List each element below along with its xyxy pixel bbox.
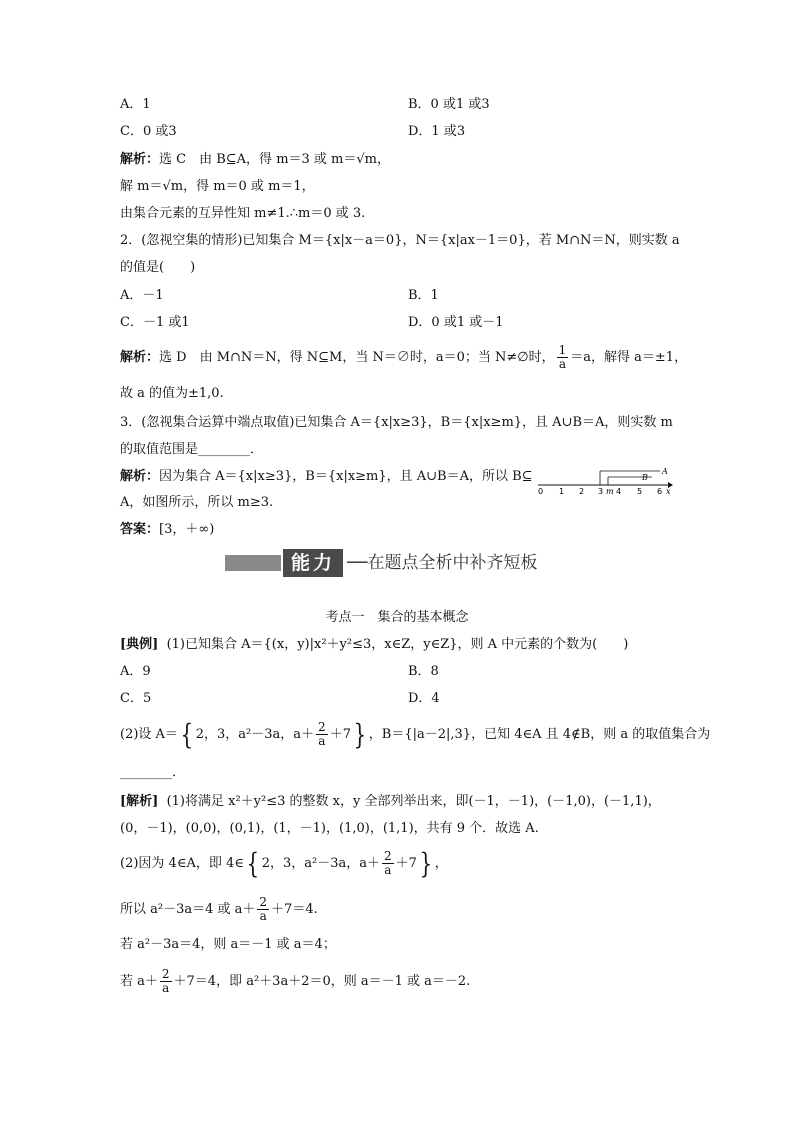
- example-p2-set: 2，3，a²－3a，a＋: [195, 727, 315, 742]
- banner-badge: 能力: [283, 549, 343, 577]
- fraction: [382, 850, 394, 877]
- tick-label: 6: [657, 487, 663, 496]
- example-p2-pre: (2)设 A＝: [120, 727, 178, 742]
- q2-solution-text-end: ＝a，解得 a＝±1，: [570, 350, 688, 365]
- fraction-numerator: 2: [161, 967, 170, 981]
- q3-stem-line1: 3．(忽视集合运算中端点取值)已知集合 A＝{x|x≥3}，B＝{x|x≥m}，且 A∪B＝A，则实数 m: [120, 415, 673, 430]
- q2-option-a: A．－1: [120, 288, 164, 303]
- fraction-denominator: a: [259, 909, 267, 923]
- banner-bar: [225, 555, 281, 571]
- axis-label-x: x: [666, 487, 671, 496]
- example-p2-set-end: ＋7: [329, 727, 351, 742]
- q2-option-c: C．－1 或1: [120, 315, 190, 330]
- fraction-numerator: 1: [558, 343, 567, 357]
- tick-label: 4: [616, 487, 622, 496]
- analysis-l3-pre: (2)因为 4∈A，即 4∈: [120, 856, 244, 871]
- q1-solution-line3: 由集合元素的互异性知 m≠1.∴m＝0 或 3.: [120, 206, 366, 221]
- analysis-l4-pre: 所以 a²－3a＝4 或 a＋: [120, 902, 256, 917]
- tick-label: 0: [538, 487, 544, 496]
- right-brace: }: [419, 846, 433, 880]
- q2-solution-line1: [120, 344, 687, 371]
- solution-label: 解析：: [120, 469, 160, 484]
- q1-solution-line1: [120, 151, 390, 169]
- analysis-line2: (0，－1)，(0,0)，(0,1)，(1，－1)，(1,0)，(1,1)，共有 9 个．故选 A.: [120, 821, 539, 836]
- fraction-denominator: a: [162, 981, 170, 995]
- q1-option-d: D．1 或3: [408, 124, 466, 139]
- right-brace: }: [353, 717, 367, 751]
- example-p2: [120, 717, 711, 751]
- q3-stem-line2: 的取值范围是________．: [120, 442, 264, 457]
- example-option-d: D．4: [408, 691, 440, 706]
- example-option-b: B．8: [408, 664, 439, 679]
- banner-subtitle: ──在题点全析中补齐短板: [347, 553, 538, 573]
- example-label: [典例]: [120, 637, 159, 652]
- fraction-denominator: a: [558, 357, 567, 371]
- tick-label-m: m: [606, 487, 614, 496]
- example-p2-blank: ________．: [120, 765, 186, 780]
- example-p1: [120, 636, 628, 654]
- fraction-numerator: 2: [318, 720, 326, 734]
- q3-answer: [120, 521, 214, 539]
- analysis-line1: [120, 793, 661, 811]
- analysis-l1-text: (1)将满足 x²＋y²≤3 的整数 x，y 全部列举出来，即(－1，－1)，(－1,0)，(－1,1)，: [166, 794, 661, 809]
- analysis-line3: [120, 846, 448, 880]
- q1-option-a: A．1: [120, 97, 151, 112]
- analysis-l6-post: ＋7＝4，即 a²＋3a＋2＝0，则 a＝－1 或 a＝－2.: [173, 974, 471, 989]
- answer-label: 答案：: [120, 522, 160, 537]
- q3-solution-line2: A，如图所示，所以 m≥3.: [120, 495, 274, 510]
- set-b-label: B: [642, 473, 648, 482]
- fraction-denominator: a: [384, 863, 392, 877]
- fraction: [557, 344, 569, 371]
- tick-label: 3: [598, 487, 604, 496]
- q2-stem-line1: 2．(忽视空集的情形)已知集合 M＝{x|x－a＝0}，N＝{x|ax－1＝0}，若 M∩N＝N，则实数 a: [120, 233, 680, 248]
- fraction-numerator: 2: [259, 895, 268, 909]
- fraction: [316, 721, 328, 748]
- number-line-figure: [536, 467, 676, 497]
- q1-solution-text: 选 C 由 B⊆A，得 m＝3 或 m＝√m，: [159, 152, 390, 167]
- example-option-c: C．5: [120, 691, 152, 706]
- q2-solution-line2: 故 a 的值为±1,0.: [120, 386, 224, 401]
- section-banner: [225, 549, 570, 577]
- answer-value: [3，＋∞): [159, 522, 215, 537]
- tick-label: 1: [559, 487, 565, 496]
- q2-stem-line2: 的值是( ): [120, 260, 196, 275]
- analysis-l3-post: ，: [434, 856, 448, 871]
- q2-solution-text: 选 D 由 M∩N＝N，得 N⊆M，当 N＝∅时，a＝0；当 N≠∅时，: [159, 350, 555, 365]
- example-option-a: A．9: [120, 664, 151, 679]
- solution-label: 解析：: [120, 152, 160, 167]
- tick-label: 5: [637, 487, 643, 496]
- q1-solution-line2: 解 m＝√m，得 m＝0 或 m＝1，: [120, 179, 315, 194]
- set-a-label: A: [662, 467, 668, 476]
- fraction-denominator: a: [318, 734, 326, 748]
- solution-label: 解析：: [120, 350, 160, 365]
- analysis-l4-post: ＋7＝4.: [271, 902, 318, 917]
- analysis-label: [解析]: [120, 794, 159, 809]
- example-p1-text: (1)已知集合 A＝{(x，y)|x²＋y²≤3，x∈Z，y∈Z}，则 A 中元素的个数为( ): [166, 637, 629, 652]
- left-brace: {: [180, 717, 194, 751]
- tick-label: 2: [579, 487, 585, 496]
- q1-option-b: B．0 或1 或3: [408, 97, 490, 112]
- left-brace: {: [246, 846, 260, 880]
- q1-option-c: C．0 或3: [120, 124, 177, 139]
- analysis-l6-pre: 若 a＋: [120, 974, 158, 989]
- analysis-line5: 若 a²－3a＝4，则 a＝－1 或 a＝4；: [120, 937, 336, 952]
- analysis-l3-set-end: ＋7: [395, 856, 417, 871]
- q2-option-d: D．0 或1 或－1: [408, 315, 504, 330]
- analysis-line6: [120, 968, 470, 995]
- analysis-l3-set: 2，3，a²－3a，a＋: [261, 856, 380, 871]
- fraction: [257, 896, 269, 923]
- q3-solution-text: 因为集合 A＝{x|x≥3}，B＝{x|x≥m}，且 A∪B＝A，所以 B⊆: [159, 469, 533, 484]
- q2-option-b: B．1: [408, 288, 439, 303]
- q3-solution-line1: [120, 468, 533, 486]
- section-title: 考点一 集合的基本概念: [325, 610, 469, 625]
- analysis-line4: [120, 896, 318, 923]
- example-p2-post: ，B＝{|a－2|,3}，已知 4∈A 且 4∉B，则 a 的取值集合为: [368, 727, 711, 742]
- fraction-numerator: 2: [383, 849, 392, 863]
- fraction: [160, 968, 172, 995]
